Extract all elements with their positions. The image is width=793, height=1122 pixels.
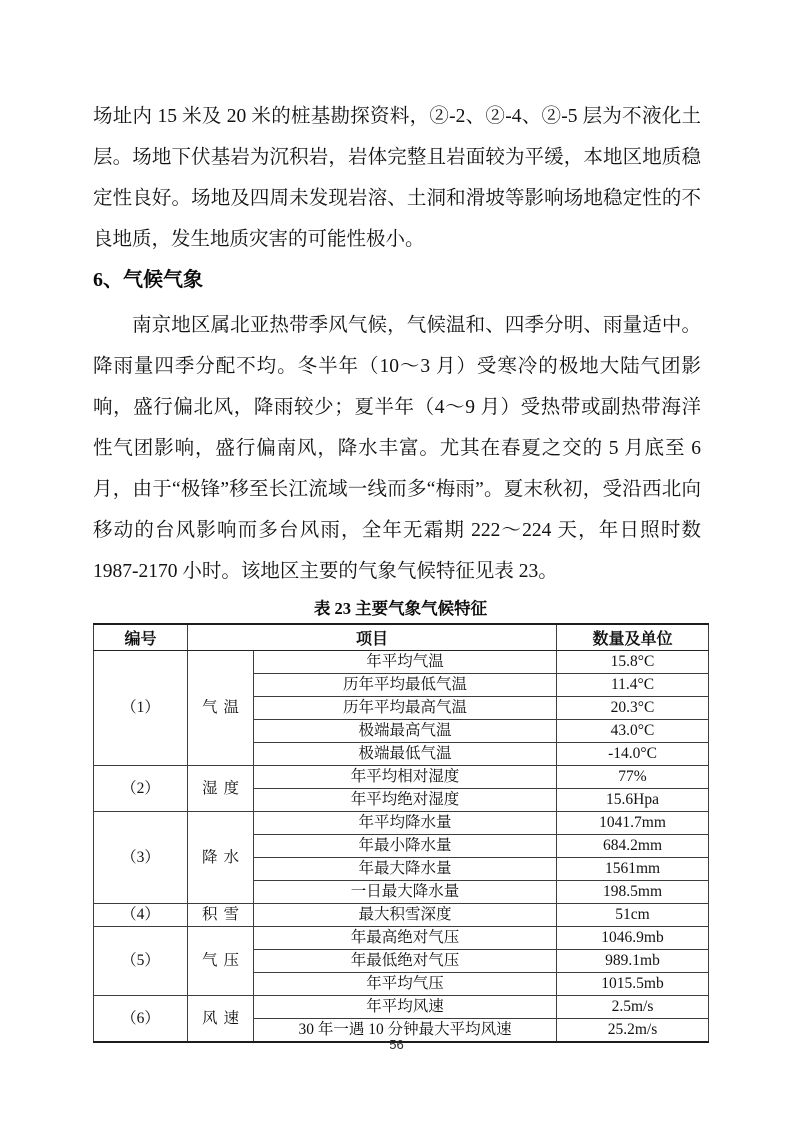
group-category-cell: 湿度	[188, 766, 254, 812]
item-value-cell: 20.3°C	[557, 697, 709, 720]
header-cell-value: 数量及单位	[557, 624, 709, 651]
climate-table-body	[94, 651, 709, 1043]
header-cell-number: 编号	[94, 624, 188, 651]
section-heading-climate: 6、气候气象	[93, 269, 203, 291]
item-name-cell: 年最高绝对气压	[254, 927, 557, 950]
table-row	[94, 651, 709, 674]
table-row	[94, 996, 709, 1019]
item-value-cell: 43.0°C	[557, 720, 709, 743]
table-row	[94, 766, 709, 789]
item-value-cell: 198.5mm	[557, 881, 709, 904]
group-number-cell: （3）	[94, 812, 188, 904]
climate-table-header	[94, 624, 709, 651]
item-name-cell: 年平均绝对湿度	[254, 789, 557, 812]
item-name-cell: 年平均降水量	[254, 812, 557, 835]
item-name-cell: 30 年一遇 10 分钟最大平均风速	[254, 1019, 557, 1043]
item-value-cell: 77%	[557, 766, 709, 789]
item-name-cell: 年最低绝对气压	[254, 950, 557, 973]
page-number: 56	[389, 1037, 404, 1052]
group-category-cell: 气温	[188, 651, 254, 766]
table-title: 表 23 主要气象气候特征	[313, 599, 488, 618]
group-number-cell: （1）	[94, 651, 188, 766]
group-category-cell: 气压	[188, 927, 254, 996]
item-name-cell: 年平均风速	[254, 996, 557, 1019]
group-number-cell: （6）	[94, 996, 188, 1043]
item-name-cell: 年最大降水量	[254, 858, 557, 881]
group-category-cell: 积雪	[188, 904, 254, 927]
item-value-cell: 15.8°C	[557, 651, 709, 674]
item-value-cell: -14.0°C	[557, 743, 709, 766]
item-name-cell: 年平均气压	[254, 973, 557, 996]
group-category-cell: 风速	[188, 996, 254, 1043]
item-name-cell: 年平均相对湿度	[254, 766, 557, 789]
item-value-cell: 989.1mb	[557, 950, 709, 973]
item-value-cell: 684.2mm	[557, 835, 709, 858]
item-value-cell: 1041.7mm	[557, 812, 709, 835]
header-cell-item: 项目	[188, 624, 557, 651]
item-value-cell: 1015.5mb	[557, 973, 709, 996]
item-name-cell: 历年平均最高气温	[254, 697, 557, 720]
item-name-cell: 极端最高气温	[254, 720, 557, 743]
group-number-cell: （5）	[94, 927, 188, 996]
item-name-cell: 一日最大降水量	[254, 881, 557, 904]
group-number-cell: （4）	[94, 904, 188, 927]
item-value-cell: 11.4°C	[557, 674, 709, 697]
item-value-cell: 15.6Hpa	[557, 789, 709, 812]
table-row	[94, 904, 709, 927]
item-value-cell: 25.2m/s	[557, 1019, 709, 1043]
item-value-cell: 1561mm	[557, 858, 709, 881]
paragraph-climate: 南京地区属北亚热带季风气候，气候温和、四季分明、雨量适中。降雨量四季分配不均。冬半年（10～3 月）受寒冷的极地大陆气团影响，盛行偏北风，降雨较少；夏半年（4～9 月）受热带或副热带海洋性气团影响，盛行偏南风，降水丰富。尤其在春夏之交的 5 月底至 6 月，由于“极锋”移至长江流域一线而多“梅雨”。夏末秋初，受沿西北向移动的台风影响而多台风雨，全年无霜期 222～224 天，年日照时数 1987-2170 小时。该地区主要的气象气候特征见表 23。	[93, 315, 701, 582]
item-name-cell: 年平均气温	[254, 651, 557, 674]
table-row	[94, 927, 709, 950]
climate-table	[93, 623, 709, 1043]
item-name-cell: 极端最低气温	[254, 743, 557, 766]
item-name-cell: 历年平均最低气温	[254, 674, 557, 697]
group-category-cell: 降水	[188, 812, 254, 904]
item-value-cell: 1046.9mb	[557, 927, 709, 950]
item-name-cell: 年最小降水量	[254, 835, 557, 858]
group-number-cell: （2）	[94, 766, 188, 812]
item-value-cell: 51cm	[557, 904, 709, 927]
item-name-cell: 最大积雪深度	[254, 904, 557, 927]
item-value-cell: 2.5m/s	[557, 996, 709, 1019]
document-content	[93, 96, 708, 1043]
paragraph-geology: 场址内 15 米及 20 米的桩基勘探资料，②-2、②-4、②-5 层为不液化土层。场地下伏基岩为沉积岩，岩体完整且岩面较为平缓，本地区地质稳定性良好。场地及四周未发现岩溶、土洞和滑坡等影响场地稳定性的不良地质，发生地质灾害的可能性极小。	[93, 106, 701, 250]
table-row	[94, 812, 709, 835]
header-row	[94, 624, 709, 651]
